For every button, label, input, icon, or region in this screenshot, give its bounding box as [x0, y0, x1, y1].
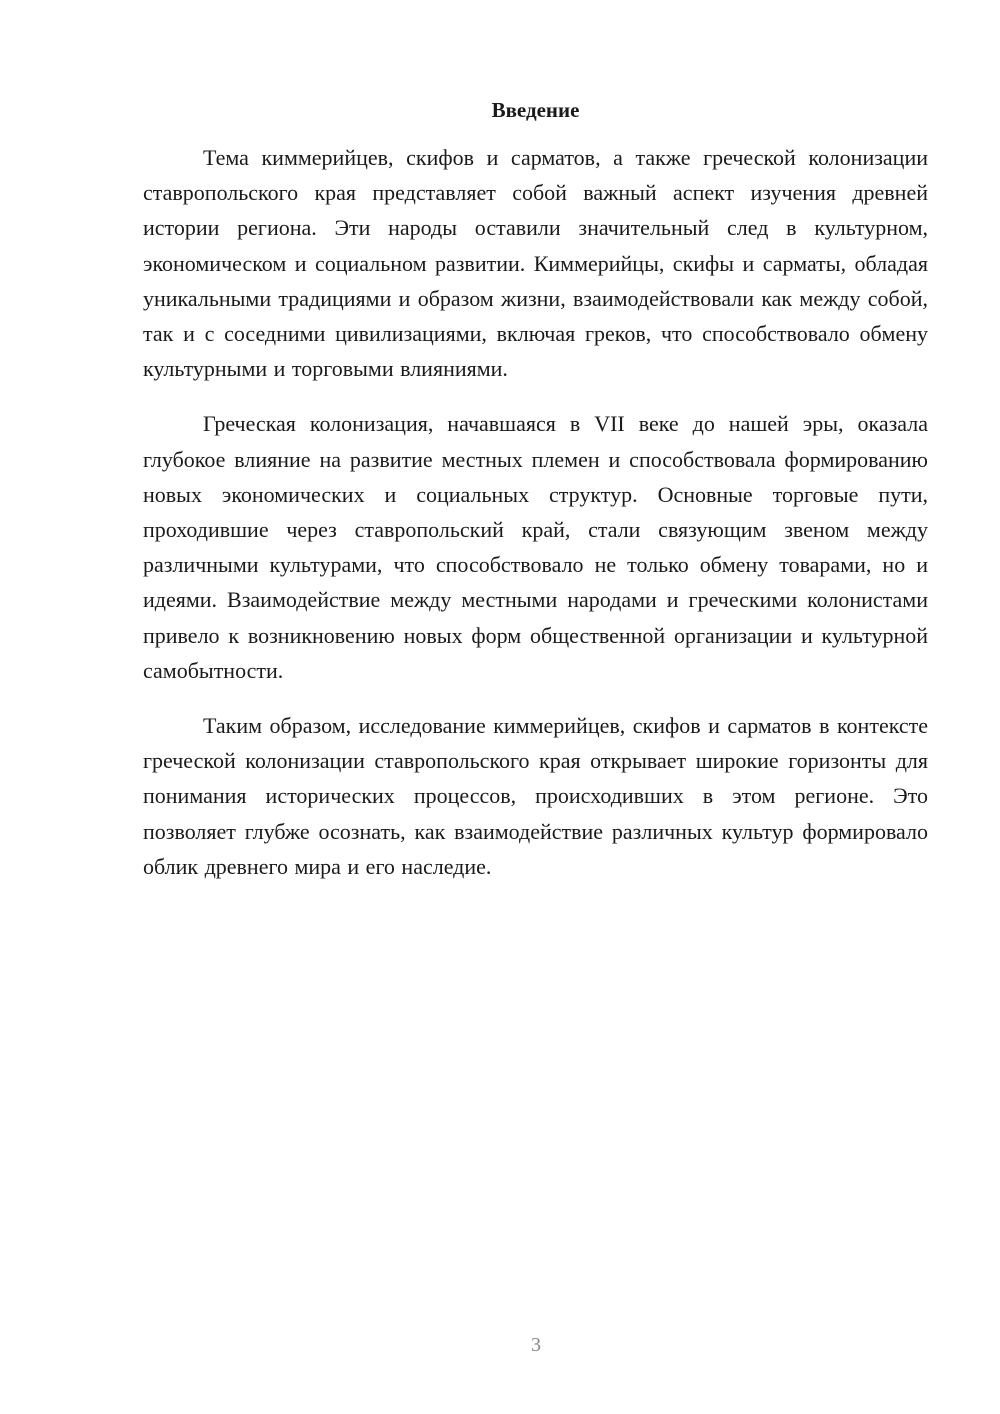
paragraph-1: Тема киммерийцев, скифов и сарматов, а также греческой колонизации ставропольского края представляет собой важный аспект изучения древней истории региона. Эти народы оставили значительный след в культурном, экономическом и социальном развитии. Киммерийцы, скифы и сарматы, обладая уникальными традициями и образом жизни, взаимодействовали как между собой, так и с соседними цивилизациями, включая греков, что способствовало обмену культурными и торговыми влияниями.: [143, 145, 928, 382]
page-content: [143, 95, 928, 904]
paragraph-2: Греческая колонизация, начавшаяся в VII веке до нашей эры, оказала глубокое влияние на развитие местных племен и способствовала формированию новых экономических и социальных структур. Основные торговые пути, проходившие через ставропольский край, стали связующим звеном между различными культурами, что способствовало не только обмену товарами, но и идеями. Взаимодействие между местными народами и греческими колонистами привело к возникновению новых форм общественной организации и культурной самобытности.: [143, 411, 928, 683]
section-title: Введение: [491, 98, 580, 122]
paragraph-3: Таким образом, исследование киммерийцев, скифов и сарматов в контексте греческой колонизации ставропольского края открывает широкие горизонты для понимания исторических процессов, происходивших в этом регионе. Это позволяет глубже осознать, как взаимодействие различных культур формировало облик древнего мира и его наследие.: [143, 713, 928, 879]
page-number: 3: [531, 1334, 541, 1356]
